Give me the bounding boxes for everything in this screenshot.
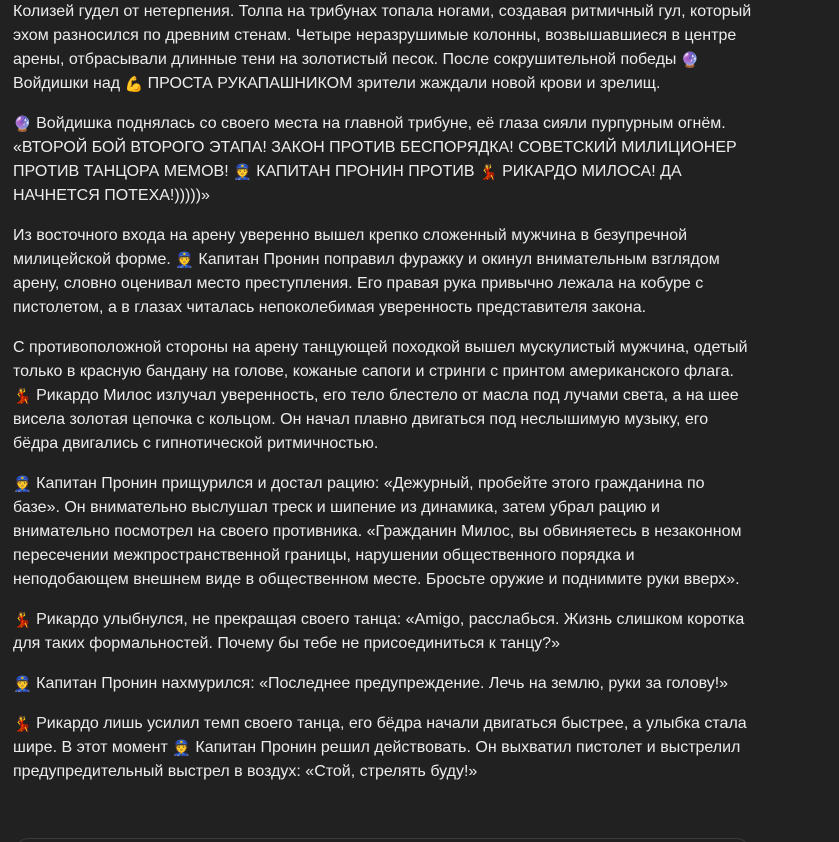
story-paragraph bbox=[13, 712, 753, 784]
paragraph-text: Рикардо Милос излучал уверенность, его тело блестело от масла под лучами света, а на шее висела золотая цепочка с кольцом. Он начал плавно двигаться под неслышимую музыку, его бёдра двигались с гипнотической ритмичностью. bbox=[13, 387, 739, 452]
composer-top-edge bbox=[14, 838, 751, 842]
paragraph-text: Из восточного входа на арену уверенно вышел крепко сложенный мужчина в безупречной милицейской форме. bbox=[13, 227, 688, 268]
story-paragraph bbox=[13, 224, 753, 320]
story-paragraph bbox=[13, 472, 753, 592]
paragraph-text: Колизей гудел от нетерпения. Толпа на трибунах топала ногами, создавая ритмичный гул, который эхом разносился по древним стенам. Четыре неразрушимые колонны, возвышавшиеся в центре арены, отбрасывали длинные тени на золотистый песок. После сокрушительной победы bbox=[13, 3, 752, 68]
dancer-icon: 💃 bbox=[478, 163, 498, 181]
crystal-ball-icon: 🔮 bbox=[13, 115, 32, 133]
crystal-ball-icon: 🔮 bbox=[680, 51, 700, 69]
story-paragraph bbox=[13, 112, 753, 208]
paragraph-text: Капитан Пронин решил действовать. Он выхватил пистолет и выстрелил предупредительный выстрел в воздух: «Стой, стрелять буду!» bbox=[13, 739, 741, 780]
paragraph-text: Рикардо лишь усилил темп своего танца, его бёдра начали двигаться быстрее, а улыбка стала шире. В этот момент bbox=[13, 715, 747, 756]
paragraph-text: Войдишка поднялась со своего места на главной трибуне, её глаза сияли пурпурным огнём. «ВТОРОЙ БОЙ ВТОРОГО ЭТАПА! ЗАКОН ПРОТИВ БЕСПОРЯДКА! СОВЕТСКИЙ МИЛИЦИОНЕР ПРОТИВ ТАНЦОРА МЕМОВ! bbox=[13, 115, 737, 180]
police-officer-icon: 👮 bbox=[233, 163, 252, 181]
police-officer-icon: 👮 bbox=[13, 475, 32, 493]
story-paragraph bbox=[13, 672, 753, 696]
paragraph-text: Капитан Пронин поправил фуражку и окинул внимательным взглядом арену, словно оценивал место преступления. Его правая рука привычно лежала на кобуре с пистолетом, а в глазах читалась непоколебимая уверенность представителя закона. bbox=[13, 251, 720, 316]
story-paragraph bbox=[13, 0, 753, 96]
police-officer-icon: 👮 bbox=[175, 251, 194, 269]
paragraph-text: РИКАРДО МИЛОСА! ДА НАЧНЕТСЯ ПОТЕХА!)))))» bbox=[13, 163, 682, 204]
paragraph-text: Рикардо улыбнулся, не прекращая своего танца: «Amigo, расслабься. Жизнь слишком коротка для таких формальностей. Почему бы тебе не присоединиться к танцу?» bbox=[13, 611, 745, 652]
dancer-icon: 💃 bbox=[13, 387, 32, 405]
flexed-biceps-icon: 💪 bbox=[124, 75, 144, 93]
paragraph-text: КАПИТАН ПРОНИН ПРОТИВ bbox=[251, 163, 479, 180]
story-paragraph bbox=[13, 336, 753, 456]
paragraph-text: Войдишки над bbox=[13, 75, 125, 92]
assistant-message bbox=[13, 0, 753, 800]
paragraph-text: ПРОСТА РУКАПАШНИКОМ зрители жаждали новой крови и зрелищ. bbox=[143, 75, 661, 92]
dancer-icon: 💃 bbox=[13, 715, 32, 733]
story-paragraph bbox=[13, 608, 753, 656]
paragraph-text: Капитан Пронин прищурился и достал рацию: «Дежурный, пробейте этого гражданина по базе». Он внимательно выслушал треск и шипение из динамика, затем убрал рацию и внимательно посмотрел на своего противника. «Гражданин Милос, вы обвиняетесь в незаконном пересечении межпространственной границы, нарушении общественного порядка и неподобающем внешнем виде в общественном месте. Бросьте оружие и поднимите руки вверх». bbox=[13, 475, 742, 588]
police-officer-icon: 👮 bbox=[13, 675, 32, 693]
paragraph-text: С противоположной стороны на арену танцующей походкой вышел мускулистый мужчина, одетый только в красную бандану на голове, кожаные сапоги и стринги с принтом американского флага. bbox=[13, 339, 748, 380]
paragraph-text: Капитан Пронин нахмурился: «Последнее предупреждение. Лечь на землю, руки за голову!» bbox=[31, 675, 729, 692]
police-officer-icon: 👮 bbox=[172, 739, 191, 757]
dancer-icon: 💃 bbox=[13, 611, 32, 629]
